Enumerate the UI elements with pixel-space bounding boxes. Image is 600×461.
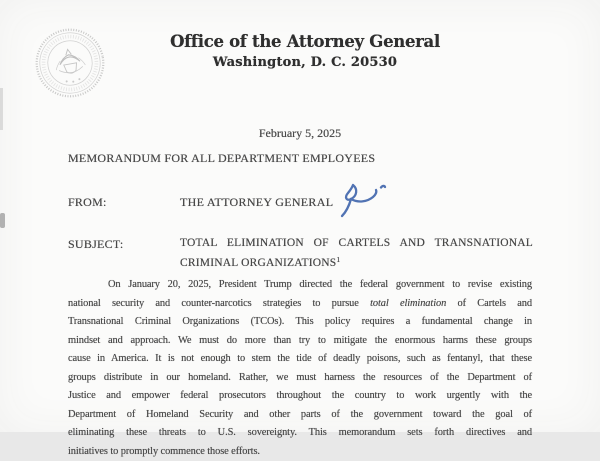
subject-label: SUBJECT: — [68, 237, 124, 251]
scan-edge-artifact — [0, 213, 5, 228]
body-line-text: of Cartels and — [446, 297, 532, 309]
subject-value — [180, 236, 533, 272]
from-label: FROM: — [68, 195, 107, 209]
footnote-marker: 1 — [336, 254, 341, 264]
from-value: THE ATTORNEY GENERAL — [180, 195, 334, 209]
letterhead-address-line: Washington, D. C. 20530 — [212, 55, 398, 70]
body-line: cause in America. It is not enough to stem the tide of deadly poisons, such as fentanyl, that these — [68, 353, 532, 365]
doj-seal-icon — [33, 26, 107, 100]
body-line: initiatives to promptly commence those efforts. — [68, 445, 260, 457]
body-line: eliminating these threats to U.S. sovereignty. This memorandum sets forth directives and — [68, 427, 532, 439]
body-line-text: national security and counter-narcotics strategies to pursue — [68, 297, 371, 309]
body-line: Justice and empower federal prosecutors throughout the country to work urgently with the — [68, 390, 532, 402]
body-paragraph — [68, 276, 532, 461]
memorandum-line: MEMORANDUM FOR ALL DEPARTMENT EMPLOYEES — [68, 151, 376, 165]
body-line: On January 20, 2025, President Trump directed the federal government to revise existing — [108, 279, 532, 290]
date-line: February 5, 2025 — [258, 126, 342, 140]
letterhead — [140, 31, 470, 71]
italic-phrase: total elimination — [370, 297, 447, 309]
letterhead-office-line: Office of the Attorney General — [170, 32, 440, 51]
subject-line-2-text: CRIMINAL ORGANIZATIONS — [180, 256, 337, 269]
body-line: Department of Homeland Security and other parts of the government toward the goal of — [68, 408, 532, 420]
scan-edge-artifact — [0, 88, 3, 130]
body-line — [68, 295, 532, 314]
subject-line-1: TOTAL ELIMINATION OF CARTELS AND TRANSNATIONAL — [180, 237, 533, 249]
subject-line-2 — [180, 252, 533, 272]
handwritten-signature-icon — [334, 179, 390, 221]
body-line: groups distribute in our homeland. Rather, we must harness the resources of the Department of — [68, 371, 532, 383]
body-line: Transnational Criminal Organizations (TCOs). This policy requires a fundamental change in — [68, 316, 532, 328]
body-line: mindset and approach. We must do more than try to mitigate the enormous harms these groups — [68, 334, 532, 346]
